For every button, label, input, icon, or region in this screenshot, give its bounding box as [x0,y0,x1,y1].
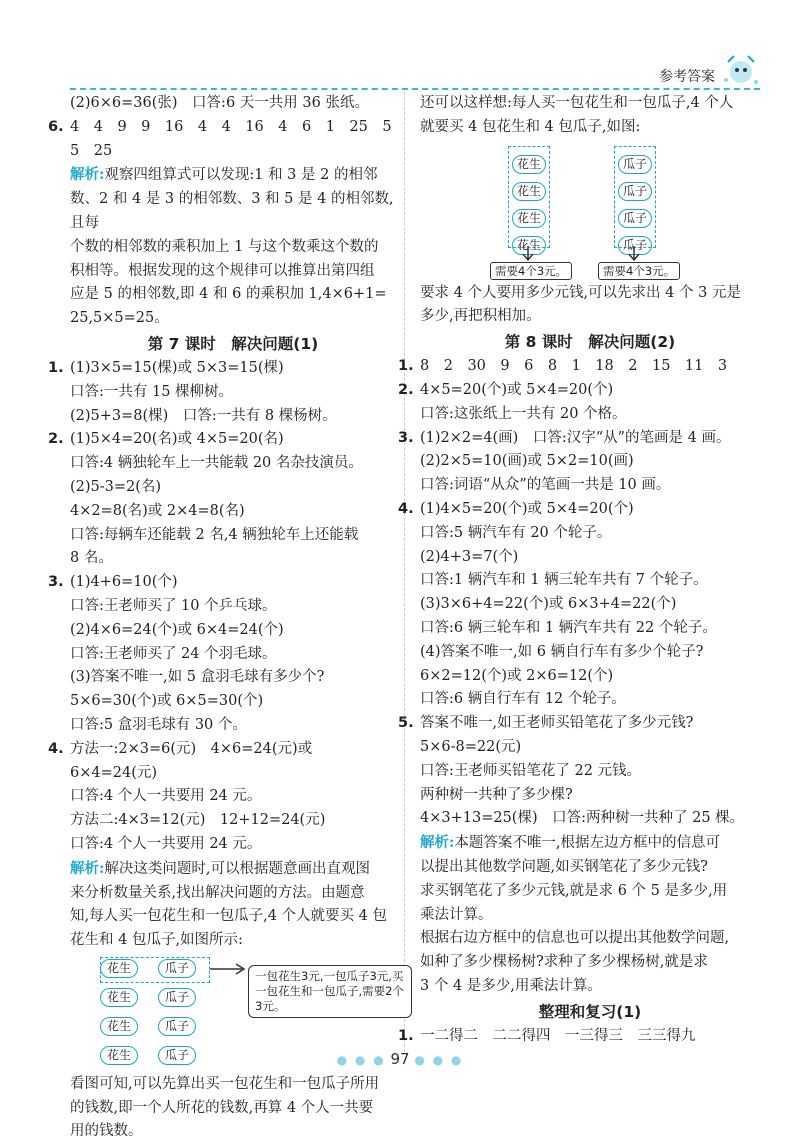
text-line: (3)答案不唯一,如 5 盒羽毛球有多少个? [70,669,325,686]
text-line: 4×3+13=25(棵) 口答:两种树一共种了 25 棵。 [420,810,745,827]
text-line: 求买钢笔花了多少元钱,就是求 6 个 5 是多少,用 [420,882,728,899]
text-line: 口答:每辆车还能载 2 名,4 辆独轮车上还能载 [70,526,359,543]
text-line: 用的钱数。 [70,1123,143,1140]
question-number: 2. [48,431,64,448]
decor-dots: ● ● ● [414,1053,464,1067]
question-number: 1. [398,358,414,375]
text-line: 如种了多少棵杨树?求种了多少棵杨树,就是求 [420,954,708,971]
seed-group-box [614,146,656,252]
text-line: (1)5×4=20(名)或 4×5=20(名) [70,431,284,448]
text-line: 口答:4 辆独轮车上一共能载 20 名杂技演员。 [70,455,363,472]
seed-label: 瓜子 [618,209,652,228]
text-line: (1)3×5=15(棵)或 5×3=15(棵) [70,359,284,376]
text-line: 两种树一共种了多少棵? [420,786,573,803]
text-line: 8 2 30 9 6 8 1 18 2 15 11 3 [420,358,728,375]
text-line: (1)4+6=10(个) [70,574,178,591]
caption-box: 需要4个3元。 [598,262,680,280]
question-number: 1. [398,1027,414,1044]
text-line: (1)4×5=20(个)或 5×4=20(个) [420,500,634,517]
seed-label: 瓜子 [158,959,196,978]
text-line: 还可以这样想:每人买一包花生和一包瓜子,4 个人 [420,95,734,111]
peanut-label: 花生 [100,959,138,978]
text-line: 口答:王老师买了 24 个羽毛球。 [70,645,277,662]
header-title: 参考答案 [659,69,715,85]
text-line: 3 个 4 是多少,用乘法计算。 [420,977,602,994]
text-line: (2)4+3=7(个) [420,548,519,565]
text-line: (4)答案不唯一,如 6 辆自行车有多少个轮子? [420,643,704,660]
text-line: (2)2×5=10(画)或 5×2=10(画) [420,453,634,470]
text-line: 4 4 9 9 16 4 4 16 4 6 1 25 5 5 25 [70,118,407,159]
text-line: 观察四组算式可以发现:1 和 3 是 2 的相邻 [104,167,378,184]
text-line: 方法二:4×3=12(元) 12+12=24(元) [70,812,326,829]
arrow-down-icon [626,246,646,262]
text-line: 要求 4 个人要用多少元钱,可以先求出 4 个 3 元是 [420,284,741,301]
header-rule [70,88,760,90]
text-line: 个数的相邻数的乘积加上 1 与这个数乘这个数的 [70,238,379,255]
text-line: 5×6=30(个)或 6×5=30(个) [70,693,264,710]
text-line: 口答:5 盒羽毛球有 30 个。 [70,716,247,733]
question-number: 4. [398,500,414,517]
text-line: 口答:4 个人一共要用 24 元。 [70,788,262,805]
question-number: 6. [48,118,64,135]
question-number: 2. [398,381,414,398]
seed-label: 瓜子 [618,182,652,201]
column-divider [404,92,405,1052]
text-line: 4×2=8(名)或 2×4=8(名) [70,502,245,519]
text-line: (3)3×6+4=22(个)或 6×3+4=22(个) [420,596,677,613]
arrow-icon [208,961,248,977]
question-number: 5. [398,715,414,732]
text-line: 口答:6 辆三轮车和 1 辆汽车共有 22 个轮子。 [420,619,717,636]
text-line: 口答:王老师买铅笔花了 22 元钱。 [420,762,642,779]
grouping-figure [490,146,760,282]
text-line: 积相等。根据发现的这个规律可以推算出第四组 [70,262,375,279]
page-number: 97 [390,1050,410,1068]
seed-label: 瓜子 [618,155,652,174]
text-line: 以提出其他数学问题,如买钢笔花了多少元钱? [420,858,708,875]
text-line: 乘法计算。 [420,906,493,923]
text-line: 花生和 4 包瓜子,如图所示: [70,932,243,949]
question-number: 3. [398,429,414,446]
text-line: 6×2=12(个)或 2×6=12(个) [420,667,614,684]
text-line: 口答:6 辆自行车有 12 个轮子。 [420,691,626,708]
text-line: 的钱数,即一个人所花的钱数,再算 4 个人一共要 [70,1099,374,1116]
question-number: 4. [48,740,64,757]
analysis-label: 解析: [70,859,105,877]
peanut-group-box [508,146,550,252]
seed-label: 瓜子 [158,988,196,1007]
text-line: (2)5-3=2(名) [70,478,162,495]
question-number: 3. [48,574,64,591]
page-footer [0,1050,800,1068]
peanut-label: 花生 [100,1017,138,1036]
text-line: 多少,再把积相加。 [420,308,541,325]
analysis-label: 解析: [70,166,105,184]
seed-label: 瓜子 [158,1017,196,1036]
decor-dots: ● ● ● [336,1053,386,1067]
peanut-label: 花生 [100,1046,138,1065]
peanut-label: 花生 [512,236,546,255]
seed-label: 瓜子 [158,1046,196,1065]
peanut-label: 花生 [512,209,546,228]
peanut-label: 花生 [512,182,546,201]
text-line: 应是 5 的相邻数,即 4 和 6 的乘积加 1,4×6+1= [70,286,387,303]
text-line: 口答:王老师买了 10 个乒乓球。 [70,597,277,614]
text-line: 解决这类问题时,可以根据题意画出直观图 [104,860,370,877]
text-line: 数、2 和 4 是 3 的相邻数、3 和 5 是 4 的相邻数,且每 [70,191,394,231]
text-line: 口答:4 个人一共要用 24 元。 [70,835,262,852]
text-line: 口答:1 辆汽车和 1 辆三轮车共有 7 个轮子。 [420,572,708,589]
text-line: 5×6-8=22(元) [420,738,522,755]
note-bubble: 一包花生3元,一包瓜子3元,买一包花生和一包瓜子,需要2个3元。 [248,965,412,1018]
text-line: 就要买 4 包花生和 4 包瓜子,如图: [420,118,641,135]
caption-box: 需要4个3元。 [490,262,572,280]
seed-label: 瓜子 [618,236,652,255]
mascot-icon [720,52,762,90]
text-line: 来分析数量关系,找出解决问题的方法。由题意 [70,884,365,901]
section-title: 整理和复习(1) [538,1002,642,1021]
text-line: (2)4×6=24(个)或 6×4=24(个) [70,621,284,638]
text-line: 口答:一共有 15 棵柳树。 [70,383,234,400]
text-line: (2)6×6=36(张) 口答:6 天一共用 36 张纸。 [70,95,369,111]
text-line: 方法一:2×3=6(元) 4×6=24(元)或 6×4=24(元) [70,740,317,781]
text-line: 口答:词语“从众”的笔画一共是 10 画。 [420,477,671,494]
text-line: 口答:这张纸上一共有 20 个格。 [420,405,627,422]
text-line: 25,5×5=25。 [70,310,169,327]
question-number: 1. [48,359,64,376]
text-line: (1)2×2=4(画) 口答:汉字“从”的笔画是 4 画。 [420,429,731,446]
text-line: 知,每人买一包花生和一包瓜子,4 个人就要买 4 包 [70,908,387,925]
section-title: 第 7 课时 解决问题(1) [147,334,319,353]
first-row-highlight [100,957,210,983]
peanut-label: 花生 [100,988,138,1007]
text-line: (2)5+3=8(棵) 口答:一共有 8 棵杨树。 [70,407,337,424]
right-column [398,92,760,1049]
section-title: 第 8 课时 解决问题(2) [504,333,676,352]
analysis-label: 解析: [420,834,455,852]
peanut-label: 花生 [512,155,546,174]
text-line: 看图可知,可以先算出买一包花生和一包瓜子所用 [70,1075,380,1092]
text-line: 一二得二 二二得四 一三得三 三三得九 [420,1027,696,1044]
text-line: 4×5=20(个)或 5×4=20(个) [420,381,614,398]
text-line: 口答:5 辆汽车有 20 个轮子。 [420,524,612,541]
text-line: 8 名。 [70,550,113,567]
arrow-down-icon [520,246,540,262]
text-line: 本题答案不唯一,根据左边方框中的信息可 [454,835,720,852]
text-line: 根据右边方框中的信息也可以提出其他数学问题, [420,930,730,947]
text-line: 答案不唯一,如王老师买铅笔花了多少元钱? [420,715,694,732]
